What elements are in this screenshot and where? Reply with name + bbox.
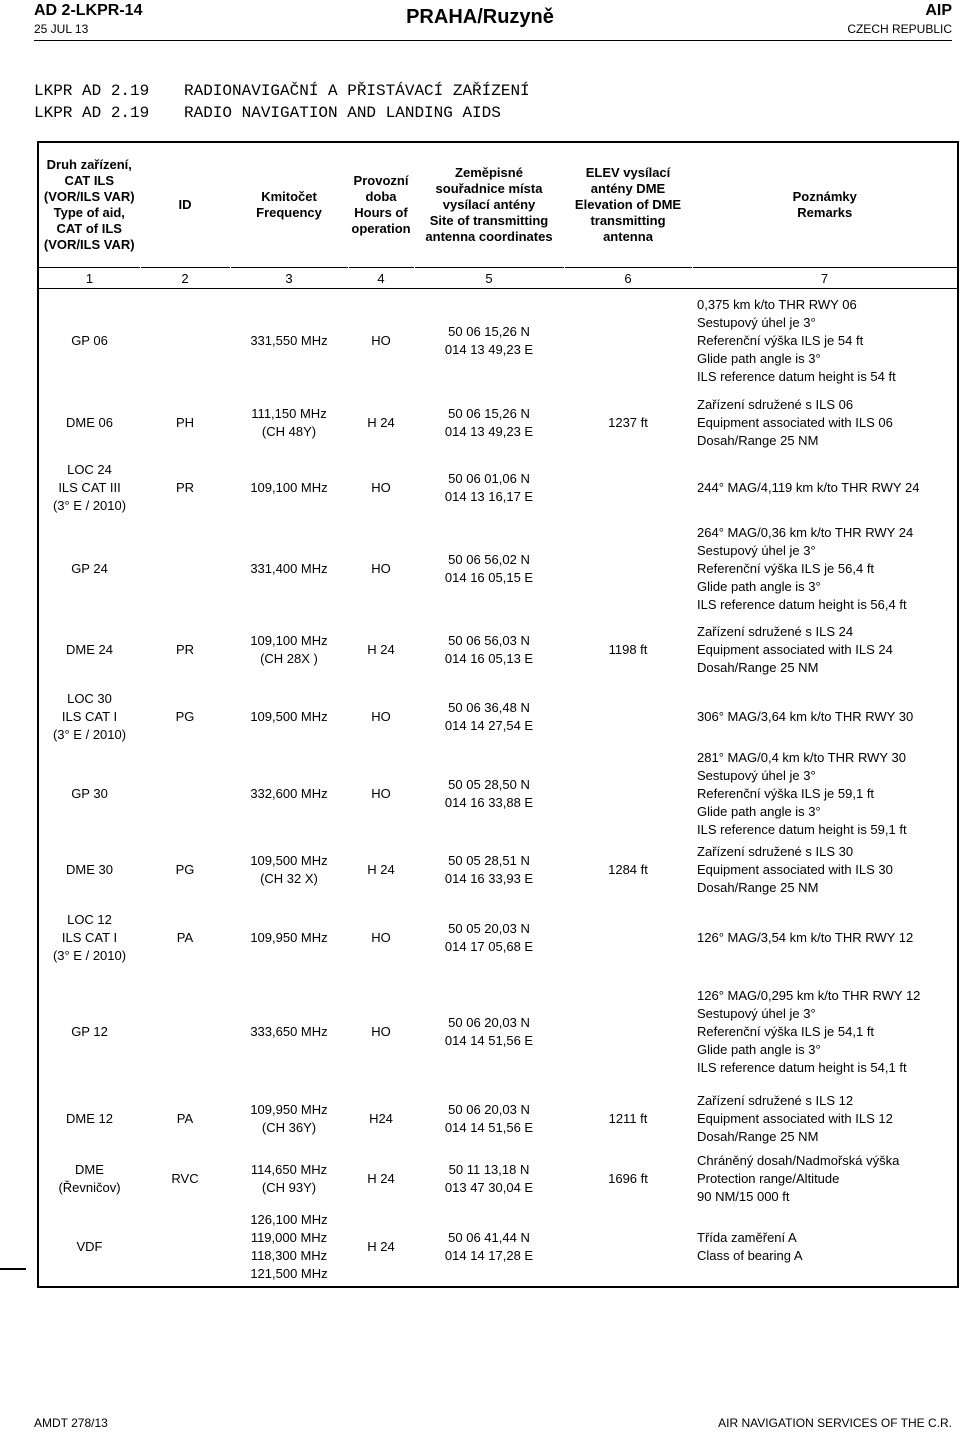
radio-aids-table (37, 141, 959, 1288)
aid-id-text: PG (175, 708, 195, 724)
table-body (38, 289, 958, 1287)
aid-id (140, 685, 230, 749)
aid-remarks (692, 839, 958, 901)
aid-coordinates-text: 50 06 15,26 N 014 13 49,23 E (444, 323, 534, 357)
column-header-line: antenna (603, 229, 653, 244)
aid-hours (348, 901, 414, 975)
column-number: 3 (230, 268, 348, 289)
aid-remarks (692, 615, 958, 685)
aid-coordinates-text: 50 06 20,03 N 014 14 51,56 E (444, 1014, 534, 1048)
column-number: 5 (414, 268, 564, 289)
table-row (38, 975, 958, 1089)
column-header-line: Remarks (797, 205, 853, 220)
column-header-line: ELEV vysílací (585, 165, 671, 180)
table-row (38, 901, 958, 975)
aid-elevation (564, 685, 692, 749)
aid-hours (348, 975, 414, 1089)
aid-remarks (692, 685, 958, 749)
aid-type (38, 749, 140, 839)
aid-remarks (692, 901, 958, 975)
publisher-name: AIR NAVIGATION SERVICES OF THE C.R. (718, 1416, 952, 1430)
table-row (38, 393, 958, 453)
aid-id-text: PR (175, 479, 195, 495)
aid-hours-text: H 24 (367, 414, 395, 430)
aid-coordinates (414, 453, 564, 523)
aid-remarks (692, 393, 958, 453)
aid-coordinates (414, 685, 564, 749)
aid-remarks (692, 1149, 958, 1209)
aid-type-text: DME 06 (66, 414, 113, 430)
aid-hours (348, 685, 414, 749)
aid-hours-text: H 24 (367, 861, 395, 877)
aid-hours (348, 523, 414, 615)
section-title-en: RADIO NAVIGATION AND LANDING AIDS (184, 104, 501, 122)
aid-frequency-text: 109,500 MHz (CH 32 X) (250, 852, 328, 886)
column-header-line: Provozní (353, 173, 409, 188)
aid-remarks-text: Třída zaměření A Class of bearing A (697, 1230, 803, 1263)
table-row (38, 453, 958, 523)
aid-id-text: PA (176, 1110, 194, 1126)
aid-coordinates-text: 50 06 56,02 N 014 16 05,15 E (444, 551, 534, 585)
aid-id (140, 839, 230, 901)
column-number-row (38, 268, 958, 289)
column-header-7 (692, 142, 958, 268)
aid-remarks-text: 281° MAG/0,4 km k/to THR RWY 30 Sestupový úhel je 3° Referenční výška ILS je 59,1 ft Glide path angle is 3° ILS reference datum height is 59,1 ft (697, 749, 907, 837)
aid-remarks-text: 126° MAG/0,295 km k/to THR RWY 12 Sestupový úhel je 3° Referenční výška ILS je 54,1 ft Glide path angle is 3° ILS reference datum height is 54,1 ft (697, 987, 921, 1075)
aid-hours-text: HO (371, 929, 391, 945)
aid-coordinates (414, 523, 564, 615)
aid-remarks (692, 975, 958, 1089)
section-code-en: LKPR AD 2.19 (34, 104, 150, 122)
aid-type-text: GP 06 (71, 332, 108, 348)
aid-remarks-text: Chráněný dosah/Nadmořská výška Protection range/Altitude 90 NM/15 000 ft (697, 1152, 900, 1204)
column-header-line: antenna coordinates (425, 229, 553, 244)
aid-frequency (230, 685, 348, 749)
aid-frequency-text: 331,400 MHz (250, 560, 328, 576)
aid-frequency (230, 615, 348, 685)
aid-elevation (564, 975, 692, 1089)
aid-type-text: GP 12 (71, 1023, 108, 1039)
column-header-line: Site of transmitting (429, 213, 549, 228)
aid-coordinates-text: 50 05 28,51 N 014 16 33,93 E (444, 852, 534, 886)
aid-hours-text: HO (371, 479, 391, 495)
aid-type-text: DME 30 (66, 861, 113, 877)
aid-coordinates-text: 50 05 20,03 N 014 17 05,68 E (444, 920, 534, 954)
column-header-line: Elevation of DME (574, 197, 682, 212)
aid-elevation (564, 615, 692, 685)
column-number: 2 (140, 268, 230, 289)
doc-code: AD 2-LKPR-14 (34, 2, 143, 19)
aid-frequency (230, 1209, 348, 1287)
aid-elevation (564, 393, 692, 453)
aid-frequency-text: 331,550 MHz (250, 332, 328, 348)
aid-type-text: DME 12 (66, 1110, 113, 1126)
aid-frequency-text: 109,950 MHz (CH 36Y) (250, 1101, 328, 1135)
aid-coordinates (414, 1209, 564, 1287)
aid-elevation (564, 289, 692, 393)
aid-elevation-text: 1198 ft (608, 641, 648, 657)
column-number: 1 (38, 268, 140, 289)
aid-type (38, 1209, 140, 1287)
column-header-line: antény DME (590, 181, 666, 196)
aid-frequency-text: 111,150 MHz (CH 48Y) (251, 405, 327, 439)
country-label: CZECH REPUBLIC (847, 22, 952, 36)
aid-id (140, 289, 230, 393)
aid-coordinates-text: 50 05 28,50 N 014 16 33,88 E (444, 776, 534, 810)
aid-remarks-text: 244° MAG/4,119 km k/to THR RWY 24 (697, 479, 920, 495)
aid-remarks (692, 1209, 958, 1287)
aid-hours (348, 615, 414, 685)
aid-hours (348, 1209, 414, 1287)
aid-id (140, 749, 230, 839)
aid-elevation-text: 1237 ft (608, 414, 648, 430)
aid-frequency (230, 749, 348, 839)
aid-remarks-text: 264° MAG/0,36 km k/to THR RWY 24 Sestupový úhel je 3° Referenční výška ILS je 56,4 ft Glide path angle is 3° ILS reference datum height is 56,4 ft (697, 524, 914, 612)
aid-hours (348, 1089, 414, 1149)
column-header-line: transmitting (590, 213, 666, 228)
column-header-6 (564, 142, 692, 268)
aid-hours (348, 393, 414, 453)
aid-hours-text: HO (371, 560, 391, 576)
aid-elevation (564, 1089, 692, 1149)
aid-coordinates (414, 289, 564, 393)
publication-label: AIP (925, 2, 952, 19)
table-row (38, 685, 958, 749)
aid-remarks-text: Zařízení sdružené s ILS 24 Equipment associated with ILS 24 Dosah/Range 25 NM (697, 623, 893, 675)
aid-elevation-text: 1284 ft (608, 861, 648, 877)
header-row (38, 142, 958, 268)
aid-coordinates (414, 901, 564, 975)
aid-elevation-text: 1696 ft (608, 1170, 648, 1186)
aid-type-text: DME 24 (66, 641, 113, 657)
aid-frequency-text: 126,100 MHz 119,000 MHz 118,300 MHz 121,500 MHz (250, 1212, 328, 1281)
aid-remarks-text: Zařízení sdružené s ILS 30 Equipment associated with ILS 30 Dosah/Range 25 NM (697, 843, 893, 895)
aid-type (38, 1089, 140, 1149)
aid-coordinates-text: 50 11 13,18 N 013 47 30,04 E (444, 1161, 534, 1195)
column-header-line: Druh zařízení, (46, 157, 132, 172)
aid-hours-text: HO (371, 708, 391, 724)
column-header-3 (230, 142, 348, 268)
aid-coordinates (414, 1089, 564, 1149)
aid-id (140, 615, 230, 685)
aid-remarks-text: 0,375 km k/to THR RWY 06 Sestupový úhel je 3° Referenční výška ILS je 54 ft Glide path angle is 3° ILS reference datum height is 54 ft (697, 296, 896, 384)
column-number: 6 (564, 268, 692, 289)
aid-elevation (564, 1209, 692, 1287)
aid-id-text: PA (176, 929, 194, 945)
aid-hours-text: HO (371, 332, 391, 348)
aid-coordinates (414, 393, 564, 453)
amendment-bar (0, 1268, 26, 1270)
aid-type (38, 1149, 140, 1209)
column-header-line: CAT of ILS (56, 221, 122, 236)
aid-frequency-text: 109,500 MHz (250, 708, 328, 724)
aid-frequency (230, 393, 348, 453)
column-header-1 (38, 142, 140, 268)
column-header-line: doba (365, 189, 397, 204)
aid-type (38, 289, 140, 393)
aid-type (38, 393, 140, 453)
aid-frequency (230, 1149, 348, 1209)
table-row (38, 1209, 958, 1287)
aid-hours-text: H 24 (367, 1239, 395, 1254)
aid-elevation-text: 1211 ft (608, 1110, 648, 1126)
aid-type-text: DME (Řevničov) (58, 1161, 121, 1195)
aid-hours-text: H 24 (367, 1170, 395, 1186)
table-row (38, 289, 958, 393)
aid-type-text: VDF (76, 1239, 103, 1254)
section-title-cz: RADIONAVIGAČNÍ A PŘISTÁVACÍ ZAŘÍZENÍ (184, 82, 530, 100)
aid-type (38, 523, 140, 615)
aid-type-text: LOC 12 ILS CAT I (3° E / 2010) (52, 911, 127, 963)
aid-remarks-text: 126° MAG/3,54 km k/to THR RWY 12 (697, 929, 914, 945)
aid-elevation (564, 749, 692, 839)
column-header-4 (348, 142, 414, 268)
aid-elevation (564, 523, 692, 615)
aid-id (140, 1089, 230, 1149)
column-header-line: souřadnice místa (435, 181, 543, 196)
aid-frequency (230, 901, 348, 975)
aid-frequency (230, 839, 348, 901)
column-number: 4 (348, 268, 414, 289)
aid-coordinates-text: 50 06 20,03 N 014 14 51,56 E (444, 1101, 534, 1135)
table-row (38, 523, 958, 615)
aid-coordinates-text: 50 06 41,44 N 014 14 17,28 E (444, 1230, 534, 1263)
aid-coordinates (414, 615, 564, 685)
aid-coordinates (414, 839, 564, 901)
column-header-line: Type of aid, (53, 205, 125, 220)
aid-remarks (692, 1089, 958, 1149)
aid-elevation (564, 901, 692, 975)
aid-frequency (230, 975, 348, 1089)
column-header-line: Frequency (256, 205, 322, 220)
aid-id-text: PR (175, 641, 195, 657)
aid-hours (348, 453, 414, 523)
aid-frequency (230, 289, 348, 393)
table-row (38, 1089, 958, 1149)
aid-hours (348, 289, 414, 393)
aid-id (140, 975, 230, 1089)
aid-frequency-text: 114,650 MHz (CH 93Y) (250, 1161, 328, 1195)
aid-remarks-text: Zařízení sdružené s ILS 06 Equipment associated with ILS 06 Dosah/Range 25 NM (697, 396, 893, 448)
aid-remarks (692, 523, 958, 615)
aid-type (38, 615, 140, 685)
aid-frequency-text: 332,600 MHz (250, 785, 328, 801)
column-header-line: (VOR/ILS VAR) (43, 237, 135, 252)
column-header-line: vysílací antény (442, 197, 536, 212)
aerodrome-name: PRAHA/Ruzyně (406, 6, 554, 28)
aid-hours-text: HO (371, 1023, 391, 1039)
aid-coordinates-text: 50 06 56,03 N 014 16 05,13 E (444, 632, 534, 666)
aid-coordinates (414, 1149, 564, 1209)
aid-type-text: LOC 30 ILS CAT I (3° E / 2010) (52, 690, 127, 742)
aid-id-text: PH (175, 414, 195, 430)
aid-type-text: LOC 24 ILS CAT III (3° E / 2010) (52, 461, 127, 513)
column-header-line: Zeměpisné (455, 165, 523, 180)
aid-hours (348, 839, 414, 901)
aid-coordinates-text: 50 06 01,06 N 014 13 16,17 E (444, 470, 534, 504)
column-header-line: CAT ILS (64, 173, 115, 188)
aid-remarks-text: 306° MAG/3,64 km k/to THR RWY 30 (697, 708, 914, 724)
aid-frequency (230, 523, 348, 615)
aid-coordinates (414, 975, 564, 1089)
aid-frequency (230, 1089, 348, 1149)
aid-id (140, 1149, 230, 1209)
header-right (847, 2, 952, 36)
aid-frequency-text: 333,650 MHz (250, 1023, 328, 1039)
aid-elevation (564, 453, 692, 523)
aid-type-text: GP 30 (71, 785, 108, 801)
aid-id-text: PG (175, 861, 195, 877)
section-title (34, 80, 530, 124)
column-header-line: ID (178, 197, 192, 212)
aid-remarks-text: Zařízení sdružené s ILS 12 Equipment associated with ILS 12 Dosah/Range 25 NM (697, 1092, 893, 1144)
aid-frequency-text: 109,100 MHz (250, 479, 328, 495)
section-code-cz: LKPR AD 2.19 (34, 82, 150, 100)
table-row (38, 1149, 958, 1209)
aid-id (140, 901, 230, 975)
aid-hours-text: H 24 (367, 641, 395, 657)
column-header-5 (414, 142, 564, 268)
aid-type (38, 839, 140, 901)
column-header-2 (140, 142, 230, 268)
table-row (38, 839, 958, 901)
aid-hours-text: HO (371, 785, 391, 801)
aid-id (140, 453, 230, 523)
aid-type (38, 453, 140, 523)
aid-frequency-text: 109,950 MHz (250, 929, 328, 945)
aid-coordinates-text: 50 06 15,26 N 014 13 49,23 E (444, 405, 534, 439)
aid-remarks (692, 453, 958, 523)
aid-id (140, 1209, 230, 1287)
header-rule (34, 40, 952, 41)
table-row (38, 749, 958, 839)
doc-date: 25 JUL 13 (34, 22, 89, 36)
aid-id (140, 523, 230, 615)
aid-type (38, 975, 140, 1089)
aid-type (38, 901, 140, 975)
aid-remarks (692, 289, 958, 393)
column-header-line: Kmitočet (261, 189, 317, 204)
column-header-line: Hours of (354, 205, 408, 220)
table-row (38, 615, 958, 685)
aid-hours (348, 749, 414, 839)
amendment-number: AMDT 278/13 (34, 1416, 108, 1430)
aid-type (38, 685, 140, 749)
column-number: 7 (692, 268, 958, 289)
column-header-line: Poznámky (792, 189, 857, 204)
column-header-line: operation (351, 221, 411, 236)
aid-coordinates (414, 749, 564, 839)
column-header-line: (VOR/ILS VAR) (43, 189, 135, 204)
aid-coordinates-text: 50 06 36,48 N 014 14 27,54 E (444, 699, 534, 733)
aid-elevation (564, 1149, 692, 1209)
aid-frequency-text: 109,100 MHz (CH 28X ) (250, 632, 328, 666)
aid-id (140, 393, 230, 453)
aid-remarks (692, 749, 958, 839)
aid-id-text: RVC (171, 1170, 199, 1186)
aid-hours-text: H24 (369, 1110, 393, 1126)
aid-type-text: GP 24 (71, 560, 108, 576)
aid-elevation (564, 839, 692, 901)
aid-hours (348, 1149, 414, 1209)
aid-frequency (230, 453, 348, 523)
